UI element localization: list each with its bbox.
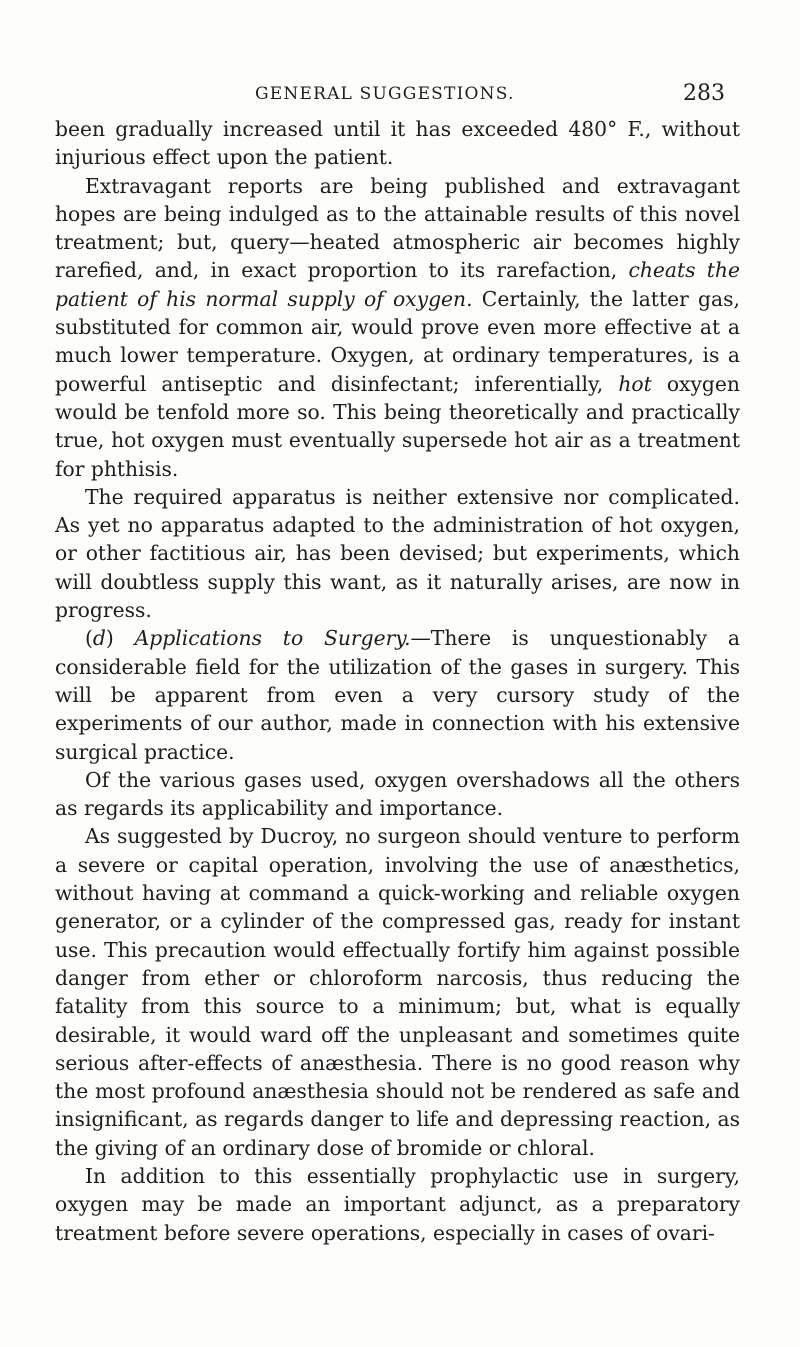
paragraph — [55, 483, 740, 624]
text-run: Extravagant reports are being published and extravagant hopes are being indulged as to the attainable results of this novel treatment; but, query—heated atmospheric air becomes highly rarefied, and, in exact proportion to its rarefaction, — [55, 173, 740, 283]
paragraph — [55, 766, 740, 823]
text-run: ) — [105, 626, 135, 651]
text-run: As suggested by Ducroy, no surgeon should venture to perform a severe or capital operation, involving the use of anæsthetics, without having at command a quick-working and reliable oxygen generator, or a cylinder of the compressed gas, ready for instant use. This precaution would effectually fortify him against possible danger from ether or chloroform narcosis, thus reducing the fatality from this source to a minimum; but, what is equally desirable, it would ward off the unpleasant and sometimes quite serious after-effects of anæsthesia. There is no good reason why the most profound anæsthesia should not be rendered as safe and insignificant, as regards danger to life and depressing reaction, as the giving of an ordinary dose of bromide or chloral. — [55, 824, 740, 1160]
text-run: been gradually increased until it has exceeded 480° F., without injurious effect upon the patient. — [55, 117, 740, 170]
running-title: GENERAL SUGGESTIONS. — [255, 84, 515, 104]
paragraph — [55, 115, 740, 172]
running-header — [255, 81, 725, 110]
italic-text-run: cheats the patient of his normal supply of oxygen. — [55, 258, 741, 311]
paragraph — [55, 822, 740, 1162]
text-run: The required apparatus is neither extensive nor complicated. As yet no apparatus adapted to the administration of hot oxygen, or other factitious air, has been devised; but experiments, which will doubtless supply this want, as it naturally arises, are now in progress. — [55, 484, 740, 623]
text-run: In addition to this essentially prophylactic use in surgery, oxygen may be made an important adjunct, as a preparatory treatment before severe operations, especially in cases of ovari- — [55, 1163, 740, 1245]
text-run: —There is unquestionably a considerable field for the utilization of the gases in surgery. This will be apparent from even a very cursory study of the experiments of our author, made in connection with his extensive surgical practice. — [55, 626, 741, 764]
paragraph — [55, 1162, 740, 1247]
body-text — [55, 115, 740, 1247]
text-run: oxygen would be tenfold more so. This being theoretically and practically true, hot oxygen must eventually supersede hot air as a treatment for phthisis. — [55, 371, 740, 481]
page-number: 283 — [683, 81, 725, 106]
section-letter: d — [92, 626, 106, 651]
paragraph — [55, 172, 740, 483]
text-run: Certainly, the latter gas, substituted for common air, would prove even more effective at a much lower temperature. Oxygen, at ordinary temperatures, is a powerful antiseptic and disinfectant; inferentially, — [55, 286, 740, 396]
section-heading: Applications to Surgery. — [134, 626, 411, 651]
text-run: ( — [85, 626, 93, 651]
italic-text-run: hot — [618, 371, 652, 396]
section-paragraph — [55, 624, 740, 765]
text-run: Of the various gases used, oxygen overshadows all the others as regards its applicability and importance. — [55, 767, 740, 821]
